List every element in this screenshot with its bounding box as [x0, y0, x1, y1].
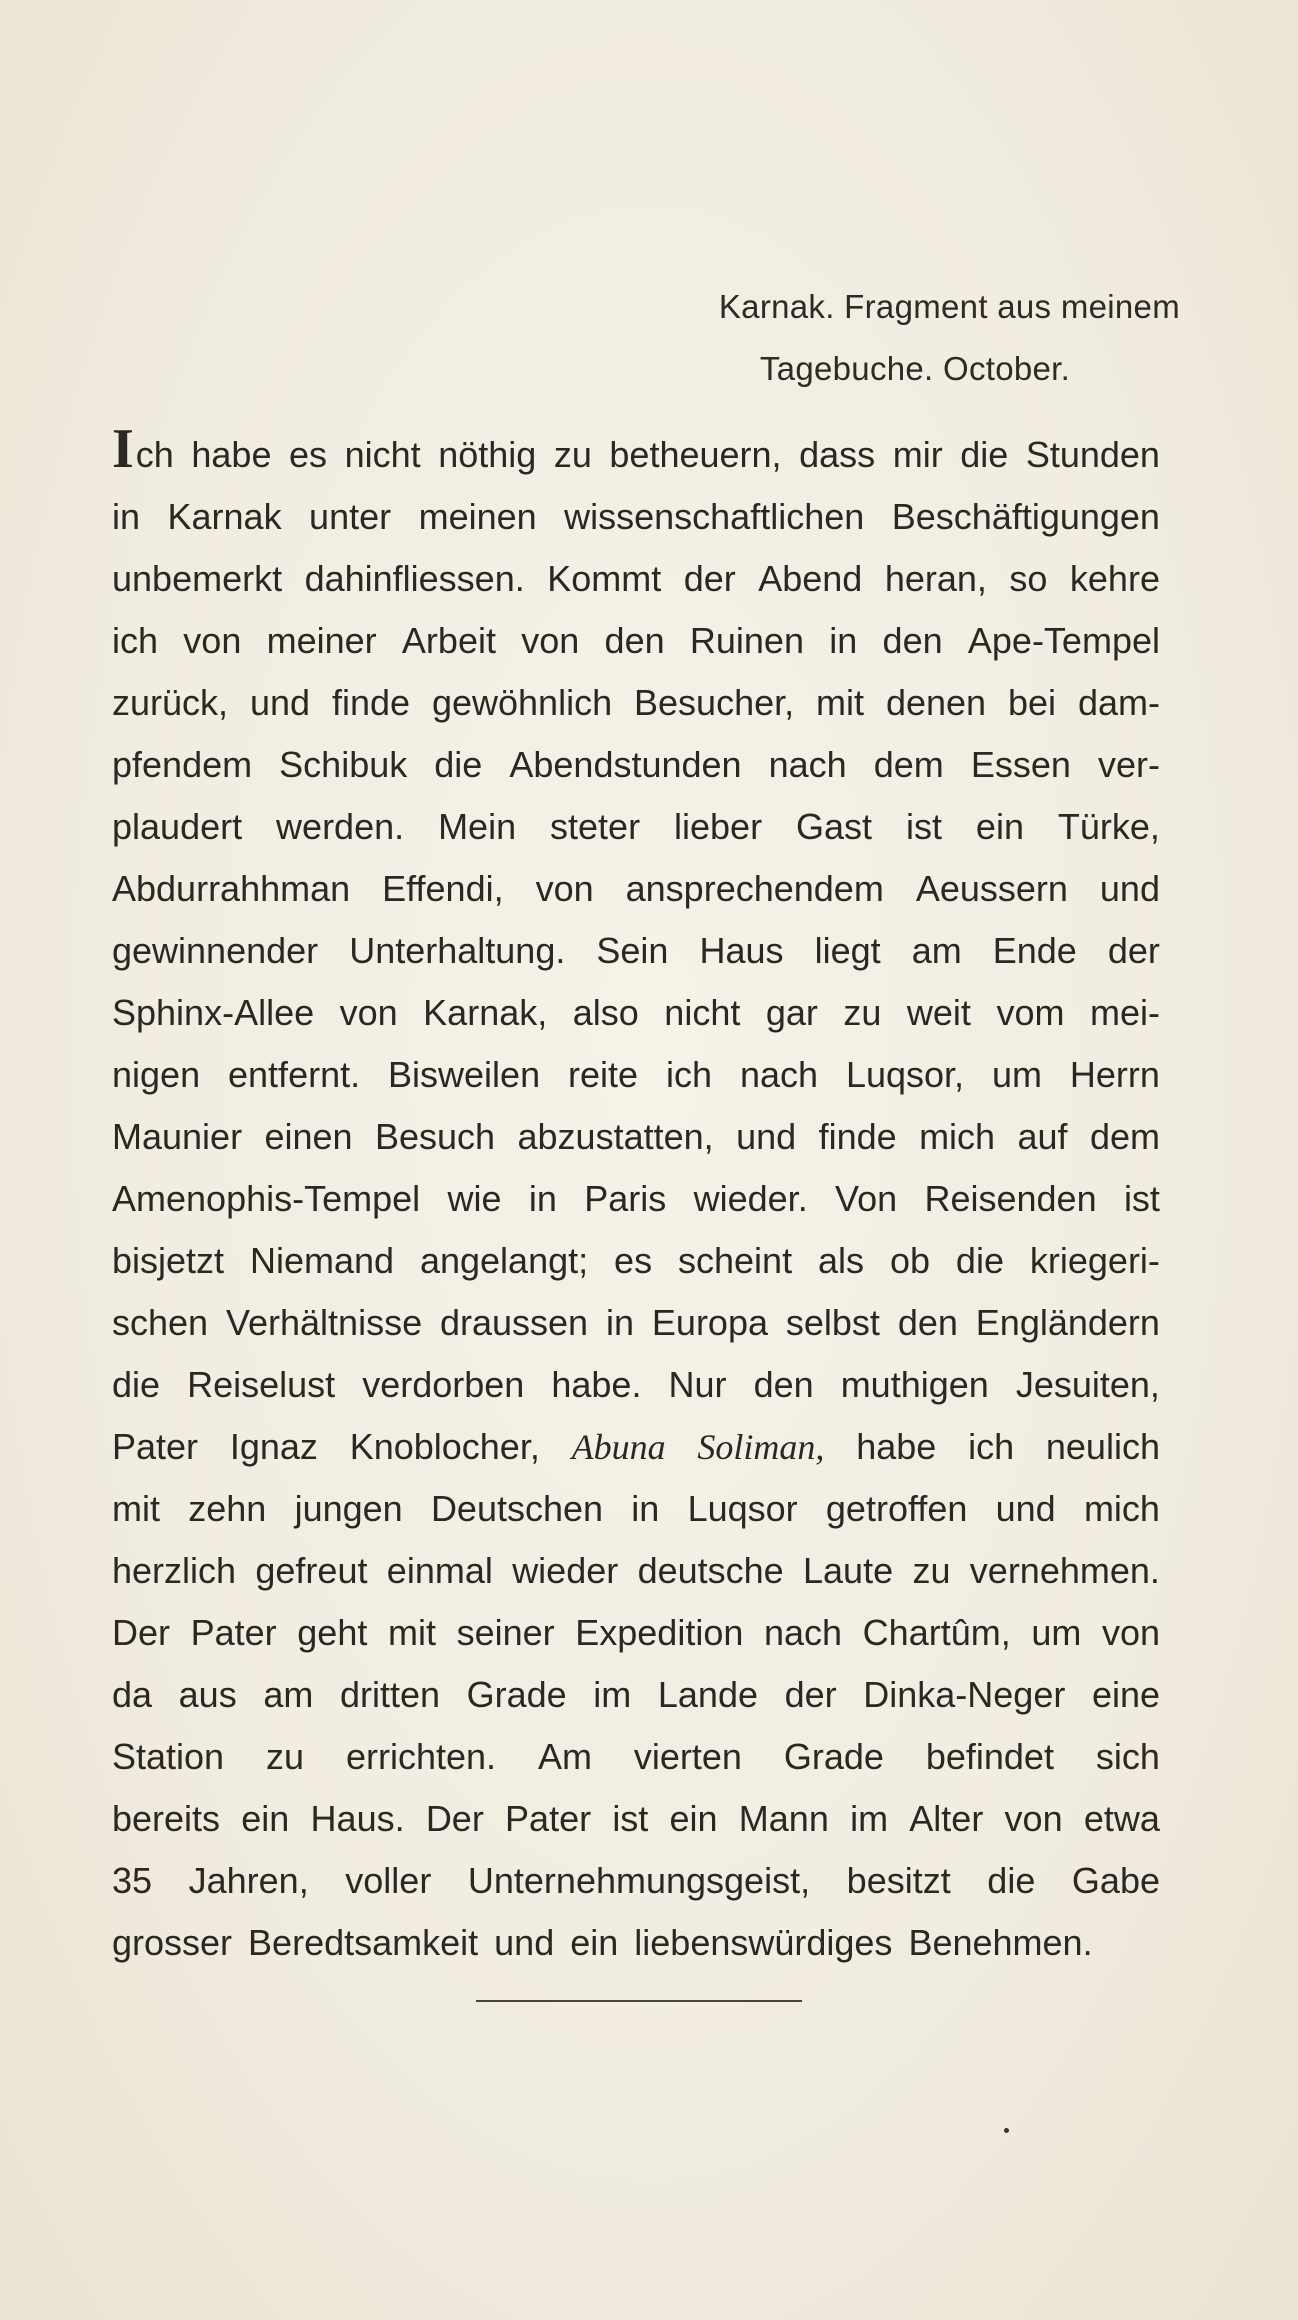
- text-line: Sphinx-Allee von Karnak, also nicht gar zu weit vom mei-: [112, 992, 1160, 1033]
- section-heading: [560, 276, 1180, 400]
- text-line: grosser Beredtsamkeit und ein liebenswürdiges Benehmen.: [112, 1922, 1093, 1963]
- text-line: nigen entfernt. Bisweilen reite ich nach Luqsor, um Herrn: [112, 1054, 1160, 1095]
- closing-rule: [476, 2000, 802, 2002]
- text-line: Amenophis-Tempel wie in Paris wieder. Von Reisenden ist: [112, 1178, 1160, 1219]
- text-line: Station zu errichten. Am vierten Grade befindet sich: [112, 1736, 1160, 1777]
- heading-line-2: Tagebuche. October.: [759, 350, 1071, 387]
- text-line: da aus am dritten Grade im Lande der Dinka-Neger eine: [112, 1674, 1160, 1715]
- text-line: Der Pater geht mit seiner Expedition nach Chartûm, um von: [112, 1612, 1160, 1653]
- body-paragraph: [112, 418, 1160, 1974]
- drop-cap: I: [112, 418, 134, 480]
- text-line: gewinnender Unterhaltung. Sein Haus liegt am Ende der: [112, 930, 1160, 971]
- text-line: Ich habe es nicht nöthig zu betheuern, dass mir die Stunden: [112, 418, 1160, 480]
- text-line: Maunier einen Besuch abzustatten, und finde mich auf dem: [112, 1116, 1160, 1157]
- text-line: bisjetzt Niemand angelangt; es scheint als ob die kriegeri-: [112, 1240, 1160, 1281]
- text-line: Abdurrahhman Effendi, von ansprechendem Aeussern und: [112, 868, 1160, 909]
- text-line: die Reiselust verdorben habe. Nur den muthigen Jesuiten,: [112, 1364, 1160, 1405]
- text-line: pfendem Schibuk die Abendstunden nach dem Essen ver-: [112, 744, 1160, 785]
- text-line: schen Verhältnisse draussen in Europa selbst den Engländern: [112, 1302, 1160, 1343]
- text-line: plaudert werden. Mein steter lieber Gast ist ein Türke,: [112, 806, 1160, 847]
- text-line: ich von meiner Arbeit von den Ruinen in den Ape-Tempel: [112, 620, 1160, 661]
- text-line: in Karnak unter meinen wissenschaftlichen Beschäftigungen: [112, 496, 1160, 537]
- print-speck: [1004, 2128, 1009, 2133]
- heading-line-1: Karnak. Fragment aus meinem: [718, 288, 1180, 325]
- text-line: 35 Jahren, voller Unternehmungsgeist, besitzt die Gabe: [112, 1860, 1160, 1901]
- text-line: bereits ein Haus. Der Pater ist ein Mann im Alter von etwa: [112, 1798, 1160, 1839]
- text-line: zurück, und finde gewöhnlich Besucher, mit denen bei dam-: [112, 682, 1160, 723]
- text-line: herzlich gefreut einmal wieder deutsche Laute zu vernehmen.: [112, 1550, 1160, 1591]
- text-line: mit zehn jungen Deutschen in Luqsor getroffen und mich: [112, 1488, 1160, 1529]
- text-line: Pater Ignaz Knoblocher, Abuna Soliman, habe ich neulich: [112, 1426, 1160, 1467]
- text-line: unbemerkt dahinfliessen. Kommt der Abend heran, so kehre: [112, 558, 1160, 599]
